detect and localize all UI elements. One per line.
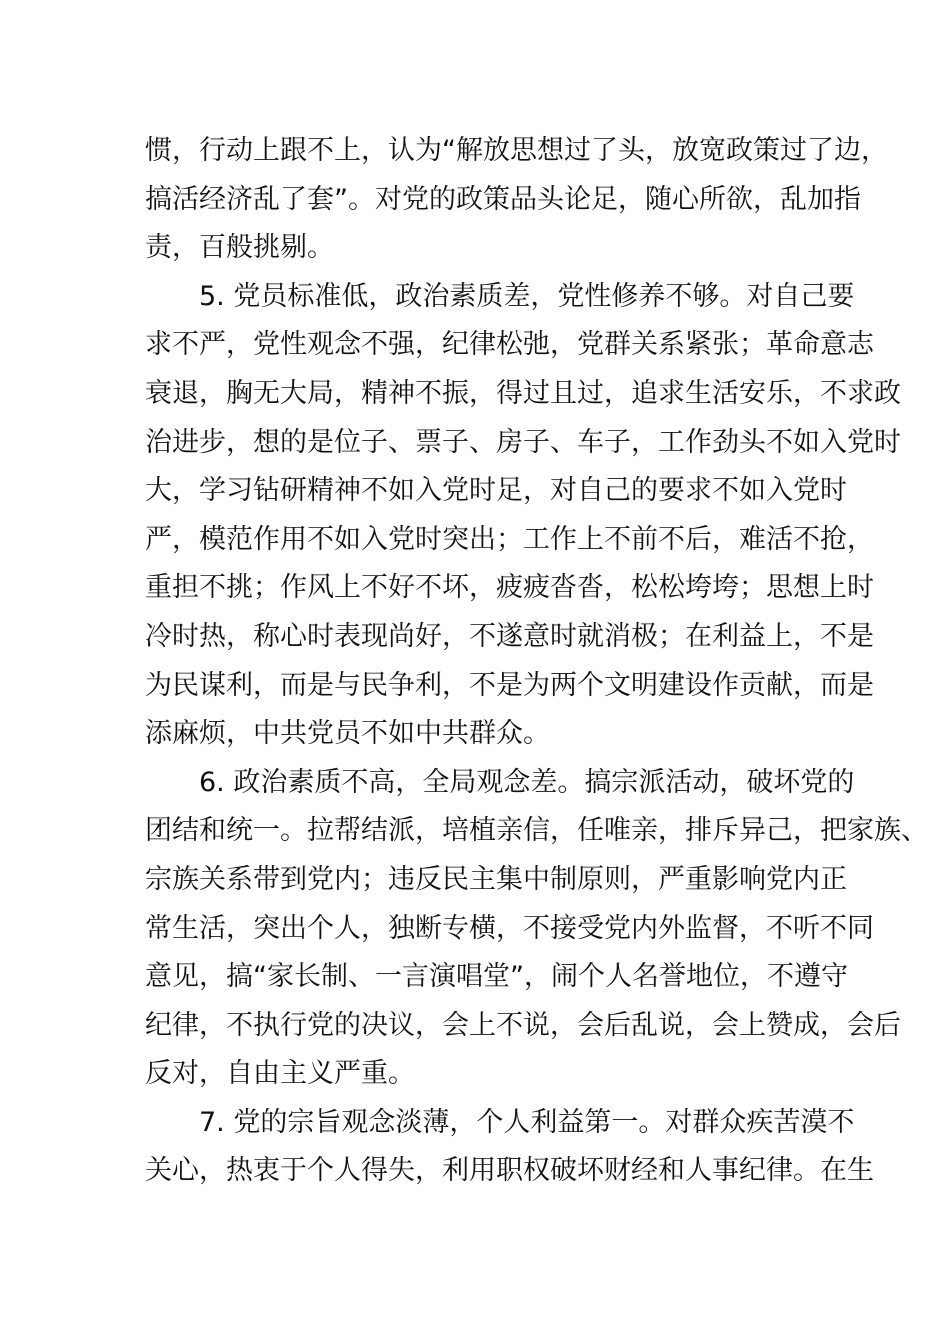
text-line: 关心，热衷于个人得失，利用职权破坏财经和人事纪律。在生 — [145, 1155, 874, 1187]
text-line: 7. 党的宗旨观念淡薄，个人利益第一。对群众疾苦漠不 — [199, 1106, 855, 1138]
text-line: 纪律，不执行党的决议，会上不说，会后乱说，会上赞成，会后 — [145, 1009, 901, 1041]
text-line: 衰退，胸无大局，精神不振，得过且过，追求生活安乐，不求政 — [145, 377, 901, 409]
paragraph-4-continuation — [145, 127, 888, 273]
text-line: 添麻烦，中共党员不如中共群众。 — [145, 718, 550, 750]
text-line: 宗族关系带到党内；违反民主集中制原则，严重影响党内正 — [145, 863, 847, 895]
text-line: 5. 党员标准低，政治素质差，党性修养不够。对自己要 — [199, 280, 855, 312]
text-line: 治进步，想的是位子、票子、房子、车子，工作劲头不如入党时 — [145, 426, 901, 458]
text-line: 冷时热，称心时表现尚好，不遂意时就消极；在利益上，不是 — [145, 620, 874, 652]
text-line: 重担不挑；作风上不好不坏，疲疲沓沓，松松垮垮；思想上时 — [145, 572, 874, 604]
paragraph-7 — [145, 1099, 874, 1196]
text-line: 反对，自由主义严重。 — [145, 1058, 415, 1090]
text-line: 大，学习钻研精神不如入党时足，对自己的要求不如入党时 — [145, 475, 847, 507]
text-line: 常生活，突出个人，独断专横，不接受党内外监督，不听不同 — [145, 912, 874, 944]
text-line: 搞活经济乱了套”。对党的政策品头论足，随心所欲，乱加指 — [145, 183, 861, 215]
document-body — [145, 127, 928, 1196]
text-line: 团结和统一。拉帮结派，培植亲信，任唯亲，排斥异己，把家族、 — [145, 815, 928, 847]
paragraph-5 — [145, 273, 901, 759]
text-line: 意见，搞“家长制、一言演唱堂”，闹个人名誉地位，不遵守 — [145, 961, 848, 993]
text-line: 责，百般挑剔。 — [145, 232, 334, 264]
paragraph-6 — [145, 759, 928, 1099]
text-line: 为民谋利，而是与民争利，不是为两个文明建设作贡献，而是 — [145, 669, 874, 701]
text-line: 严，模范作用不如入党时突出；工作上不前不后，难活不抢， — [145, 523, 874, 555]
text-line: 6. 政治素质不高，全局观念差。搞宗派活动，破坏党的 — [199, 766, 855, 798]
text-line: 求不严，党性观念不强，纪律松弛，党群关系紧张；革命意志 — [145, 329, 874, 361]
text-line: 惯，行动上跟不上，认为“解放思想过了头，放宽政策过了边， — [145, 135, 888, 166]
